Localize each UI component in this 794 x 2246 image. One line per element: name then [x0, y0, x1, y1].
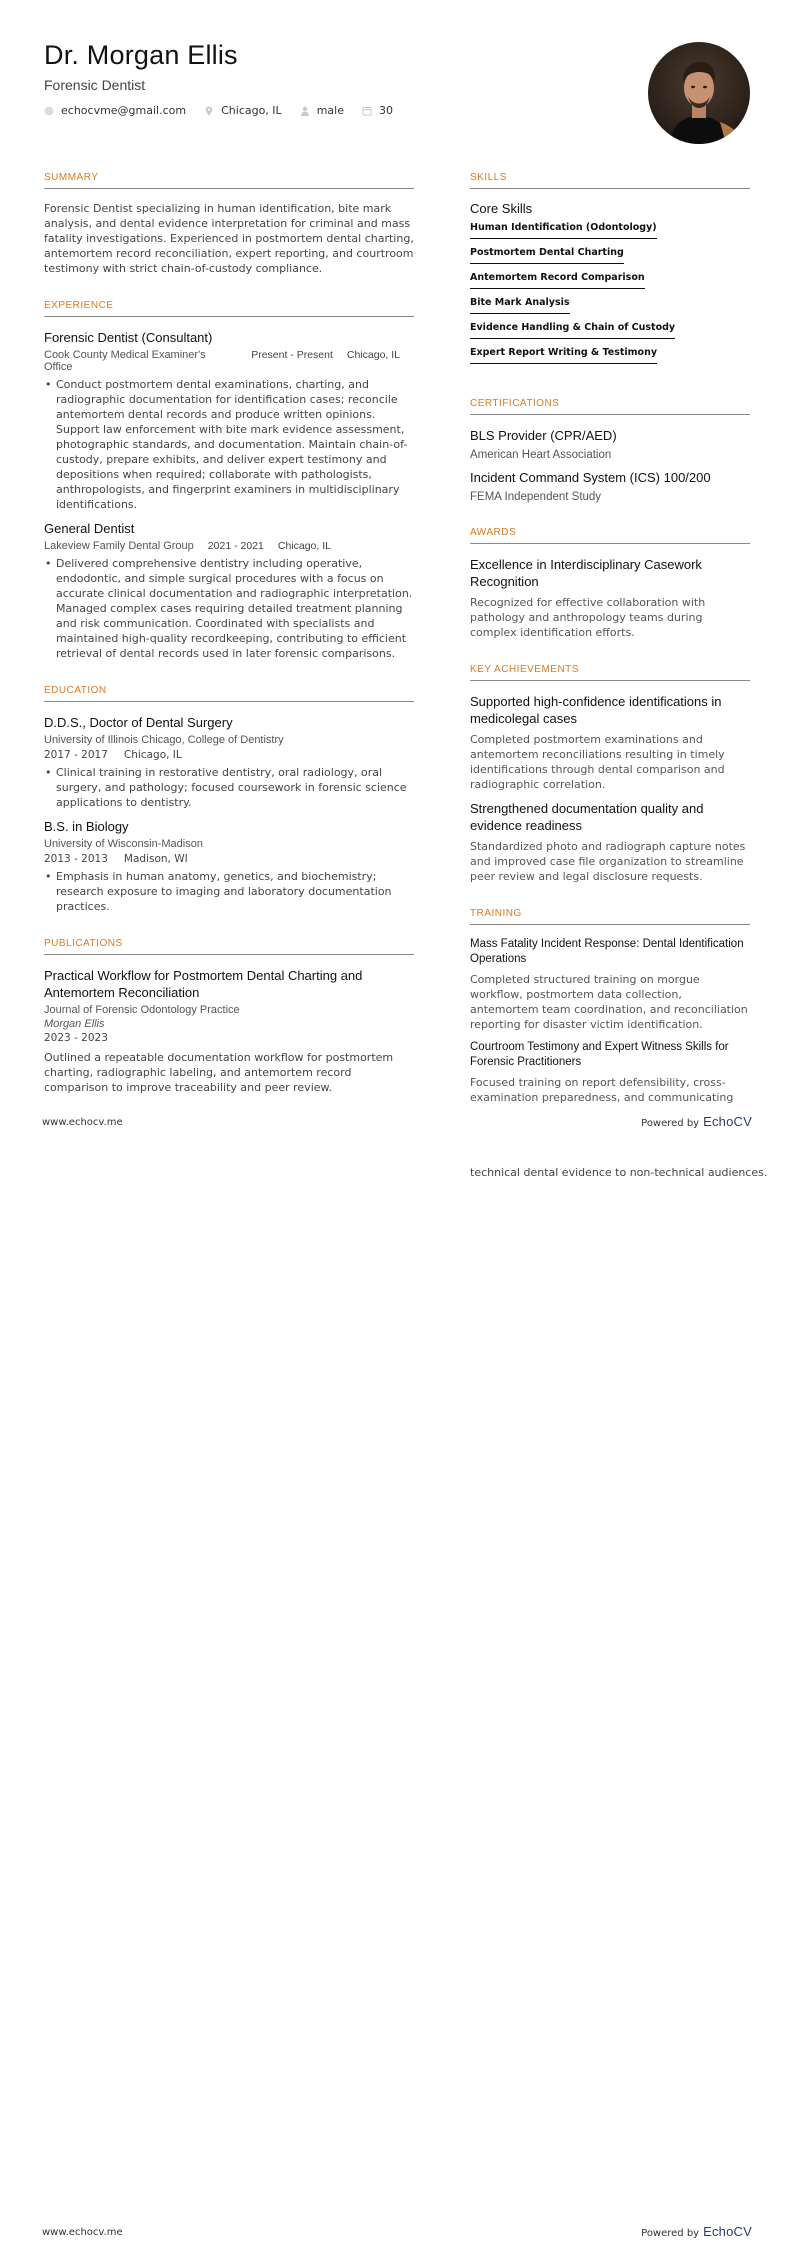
- training-text: Completed structured training on morgue workflow, postmortem data collection, antemortem team coordination, and reconciliation reporting for disaster victim identification.: [470, 973, 748, 1031]
- calendar-icon: [362, 106, 372, 116]
- awards-section: [470, 527, 750, 640]
- achievement-name: Strengthened documentation quality and evidence readiness: [470, 801, 704, 833]
- bullet-dot: •: [45, 378, 52, 391]
- certification-name: BLS Provider (CPR/AED): [470, 428, 617, 443]
- education-bullet: [44, 765, 414, 810]
- training-heading: TRAINING: [470, 908, 750, 925]
- experience-section: [44, 300, 414, 661]
- education-location: Chicago, IL: [123, 749, 182, 761]
- publication-entry: [44, 967, 414, 1095]
- candidate-role: Forensic Dentist: [44, 77, 146, 93]
- job-location: Chicago, IL: [277, 540, 331, 552]
- publications-section: [44, 938, 414, 1095]
- education-section: [44, 685, 414, 914]
- summary-heading: SUMMARY: [44, 172, 414, 189]
- job-bullet: [44, 377, 414, 512]
- footer-powered: [641, 1114, 752, 1129]
- education-dates: 2017 - 2017: [44, 749, 108, 761]
- education-bullet: [44, 869, 414, 914]
- location-pin-icon: [204, 106, 214, 116]
- gender-text: male: [316, 104, 344, 117]
- contact-gender: [300, 104, 344, 117]
- achievements-section: [470, 664, 750, 884]
- location-text: Chicago, IL: [221, 104, 282, 117]
- achievements-heading: KEY ACHIEVEMENTS: [470, 664, 750, 681]
- education-location: Madison, WI: [123, 853, 188, 865]
- publication-dates: [44, 1032, 414, 1044]
- contact-location: [204, 104, 282, 117]
- job-bullet-text: Conduct postmortem dental examinations, charting, and radiographic documentation for identification cases; reconcile antemortem dental records and produce written opinions. Support law enforcement with bite mark evidence assessment, photographic standards, and documentation. Maintain chain-of-custody, prepare exhibits, and deliver expert testimony and depositions when required; collaborate with pathologists, anthropologists, and fingerprint examiners in multidisciplinary identifications.: [56, 378, 408, 511]
- email-icon: [44, 106, 54, 116]
- publication-text: Outlined a repeatable documentation workflow for postmortem charting, radiographic labeling, and antemortem record comparison to improve traceability and peer review.: [44, 1051, 394, 1094]
- degree-title: D.D.S., Doctor of Dental Surgery: [44, 715, 233, 730]
- education-meta: [44, 749, 414, 761]
- age-text: 30: [378, 104, 393, 117]
- skill-chip: Expert Report Writing & Testimony: [470, 347, 657, 364]
- school-text: University of Wisconsin-Madison: [44, 838, 203, 850]
- bullet-dot: •: [45, 766, 52, 779]
- school-name: [44, 734, 414, 746]
- publication-author: [44, 1018, 414, 1030]
- job-org: Cook County Medical Examiner's Office: [44, 349, 206, 373]
- bullet-dot: •: [45, 870, 52, 883]
- email-text: echocvme@gmail.com: [61, 104, 187, 117]
- footer-powered: [641, 2224, 752, 2239]
- job-dates: Present - Present: [251, 349, 333, 361]
- publication-title: Practical Workflow for Postmortem Dental Charting and Antemortem Reconciliation: [44, 968, 363, 1000]
- education-entry: [44, 818, 414, 914]
- school-name: [44, 838, 414, 850]
- experience-entry: [44, 329, 414, 512]
- right-column: [470, 172, 750, 1129]
- skills-section: [470, 172, 750, 372]
- education-bullet-text: Clinical training in restorative dentistry, oral radiology, oral surgery, and pathology; focused coursework in forensic science applications to dentistry.: [56, 766, 407, 809]
- echocv-logo[interactable]: EchoCV: [703, 1114, 752, 1129]
- skill-chip: Antemortem Record Comparison: [470, 272, 645, 289]
- award-text: Recognized for effective collaboration with pathology and anthropology teams during complex identification efforts.: [470, 596, 706, 639]
- bullet-dot: •: [45, 557, 52, 570]
- person-icon: [300, 106, 310, 116]
- education-meta: [44, 853, 414, 865]
- education-heading: EDUCATION: [44, 685, 414, 702]
- achievement-name: Supported high-confidence identifications in medicolegal cases: [470, 694, 722, 726]
- author-text: Morgan Ellis: [44, 1018, 105, 1030]
- footer-url[interactable]: www.echocv.me: [42, 1117, 123, 1128]
- job-dates: 2021 - 2021: [207, 540, 264, 552]
- skill-chip: Human Identification (Odontology): [470, 222, 657, 239]
- training-name: Mass Fatality Incident Response: Dental Identification Operations: [470, 938, 744, 965]
- skill-chip: Evidence Handling & Chain of Custody: [470, 322, 675, 339]
- summary-text: Forensic Dentist specializing in human identification, bite mark analysis, and dental evidence interpretation for criminal and mass fatality investigations. Experienced in postmortem dental charting, antemortem record reconciliation, expert reporting, and courtroom testimony with strict chain-of-custody compliance.: [44, 202, 414, 275]
- job-title: General Dentist: [44, 521, 135, 536]
- skill-chip: Postmortem Dental Charting: [470, 247, 624, 264]
- experience-entry: [44, 520, 414, 661]
- education-bullet-text: Emphasis in human anatomy, genetics, and biochemistry; research exposure to imaging and laboratory documentation practices.: [56, 870, 392, 913]
- certifications-heading: CERTIFICATIONS: [470, 398, 750, 415]
- awards-heading: AWARDS: [470, 527, 750, 544]
- experience-heading: EXPERIENCE: [44, 300, 414, 317]
- skill-chips: [470, 222, 750, 372]
- job-meta: [44, 349, 414, 373]
- job-org: Lakeview Family Dental Group: [44, 540, 194, 552]
- certifications-section: [470, 398, 750, 503]
- skill-group-title: Core Skills: [470, 201, 533, 216]
- training-section: [470, 908, 750, 1105]
- certification-issuer: FEMA Independent Study: [470, 491, 602, 503]
- summary-section: [44, 172, 414, 276]
- powered-label: Powered by: [641, 2228, 700, 2239]
- education-entry: [44, 714, 414, 810]
- training-text-continued: technical dental evidence to non-technical audiences.: [470, 1166, 768, 1179]
- contact-email[interactable]: [44, 104, 186, 117]
- left-column: [44, 172, 414, 1119]
- degree-title: B.S. in Biology: [44, 819, 129, 834]
- publication-dates-text: 2023 - 2023: [44, 1032, 108, 1044]
- school-text: University of Illinois Chicago, College of Dentistry: [44, 734, 284, 746]
- education-dates: 2013 - 2013: [44, 853, 108, 865]
- job-bullet: [44, 556, 414, 661]
- certification-issuer: American Heart Association: [470, 449, 612, 461]
- achievement-text: Completed postmortem examinations and antemortem reconciliations resulting in timely identifications through dental comparison and radiographic correlation.: [470, 733, 725, 791]
- training-text: Focused training on report defensibility, cross-examination preparedness, and communicating: [470, 1076, 734, 1104]
- achievement-text: Standardized photo and radiograph capture notes and improved case file organization to streamline peer review and legal disclosure requests.: [470, 840, 746, 883]
- job-title: Forensic Dentist (Consultant): [44, 330, 213, 345]
- footer-url[interactable]: www.echocv.me: [42, 2227, 123, 2238]
- job-bullet-text: Delivered comprehensive dentistry including operative, endodontic, and simple surgical procedures with a focus on accurate clinical documentation and radiographic interpretation. Managed complex cases requiring detailed treatment planning and risk communication. Coordinated with specialists and maintained high-quality recordkeeping, contributing to efficient retrieval of dental records used in later forensic comparisons.: [56, 557, 413, 660]
- profile-photo: [648, 42, 750, 144]
- powered-label: Powered by: [641, 1118, 700, 1129]
- training-name: Courtroom Testimony and Expert Witness Skills for Forensic Practitioners: [470, 1041, 729, 1068]
- echocv-logo[interactable]: EchoCV: [703, 2224, 752, 2239]
- journal-text: Journal of Forensic Odontology Practice: [44, 1004, 240, 1016]
- award-name: Excellence in Interdisciplinary Casework Recognition: [470, 557, 702, 589]
- contact-age: [362, 104, 393, 117]
- skills-heading: SKILLS: [470, 172, 750, 189]
- certification-name: Incident Command System (ICS) 100/200: [470, 470, 711, 485]
- candidate-name: Dr. Morgan Ellis: [44, 40, 238, 70]
- publications-heading: PUBLICATIONS: [44, 938, 414, 955]
- contact-bar: [44, 104, 411, 117]
- skill-chip: Bite Mark Analysis: [470, 297, 570, 314]
- publication-journal: [44, 1004, 414, 1016]
- job-location: Chicago, IL: [346, 349, 401, 361]
- job-meta: [44, 540, 414, 552]
